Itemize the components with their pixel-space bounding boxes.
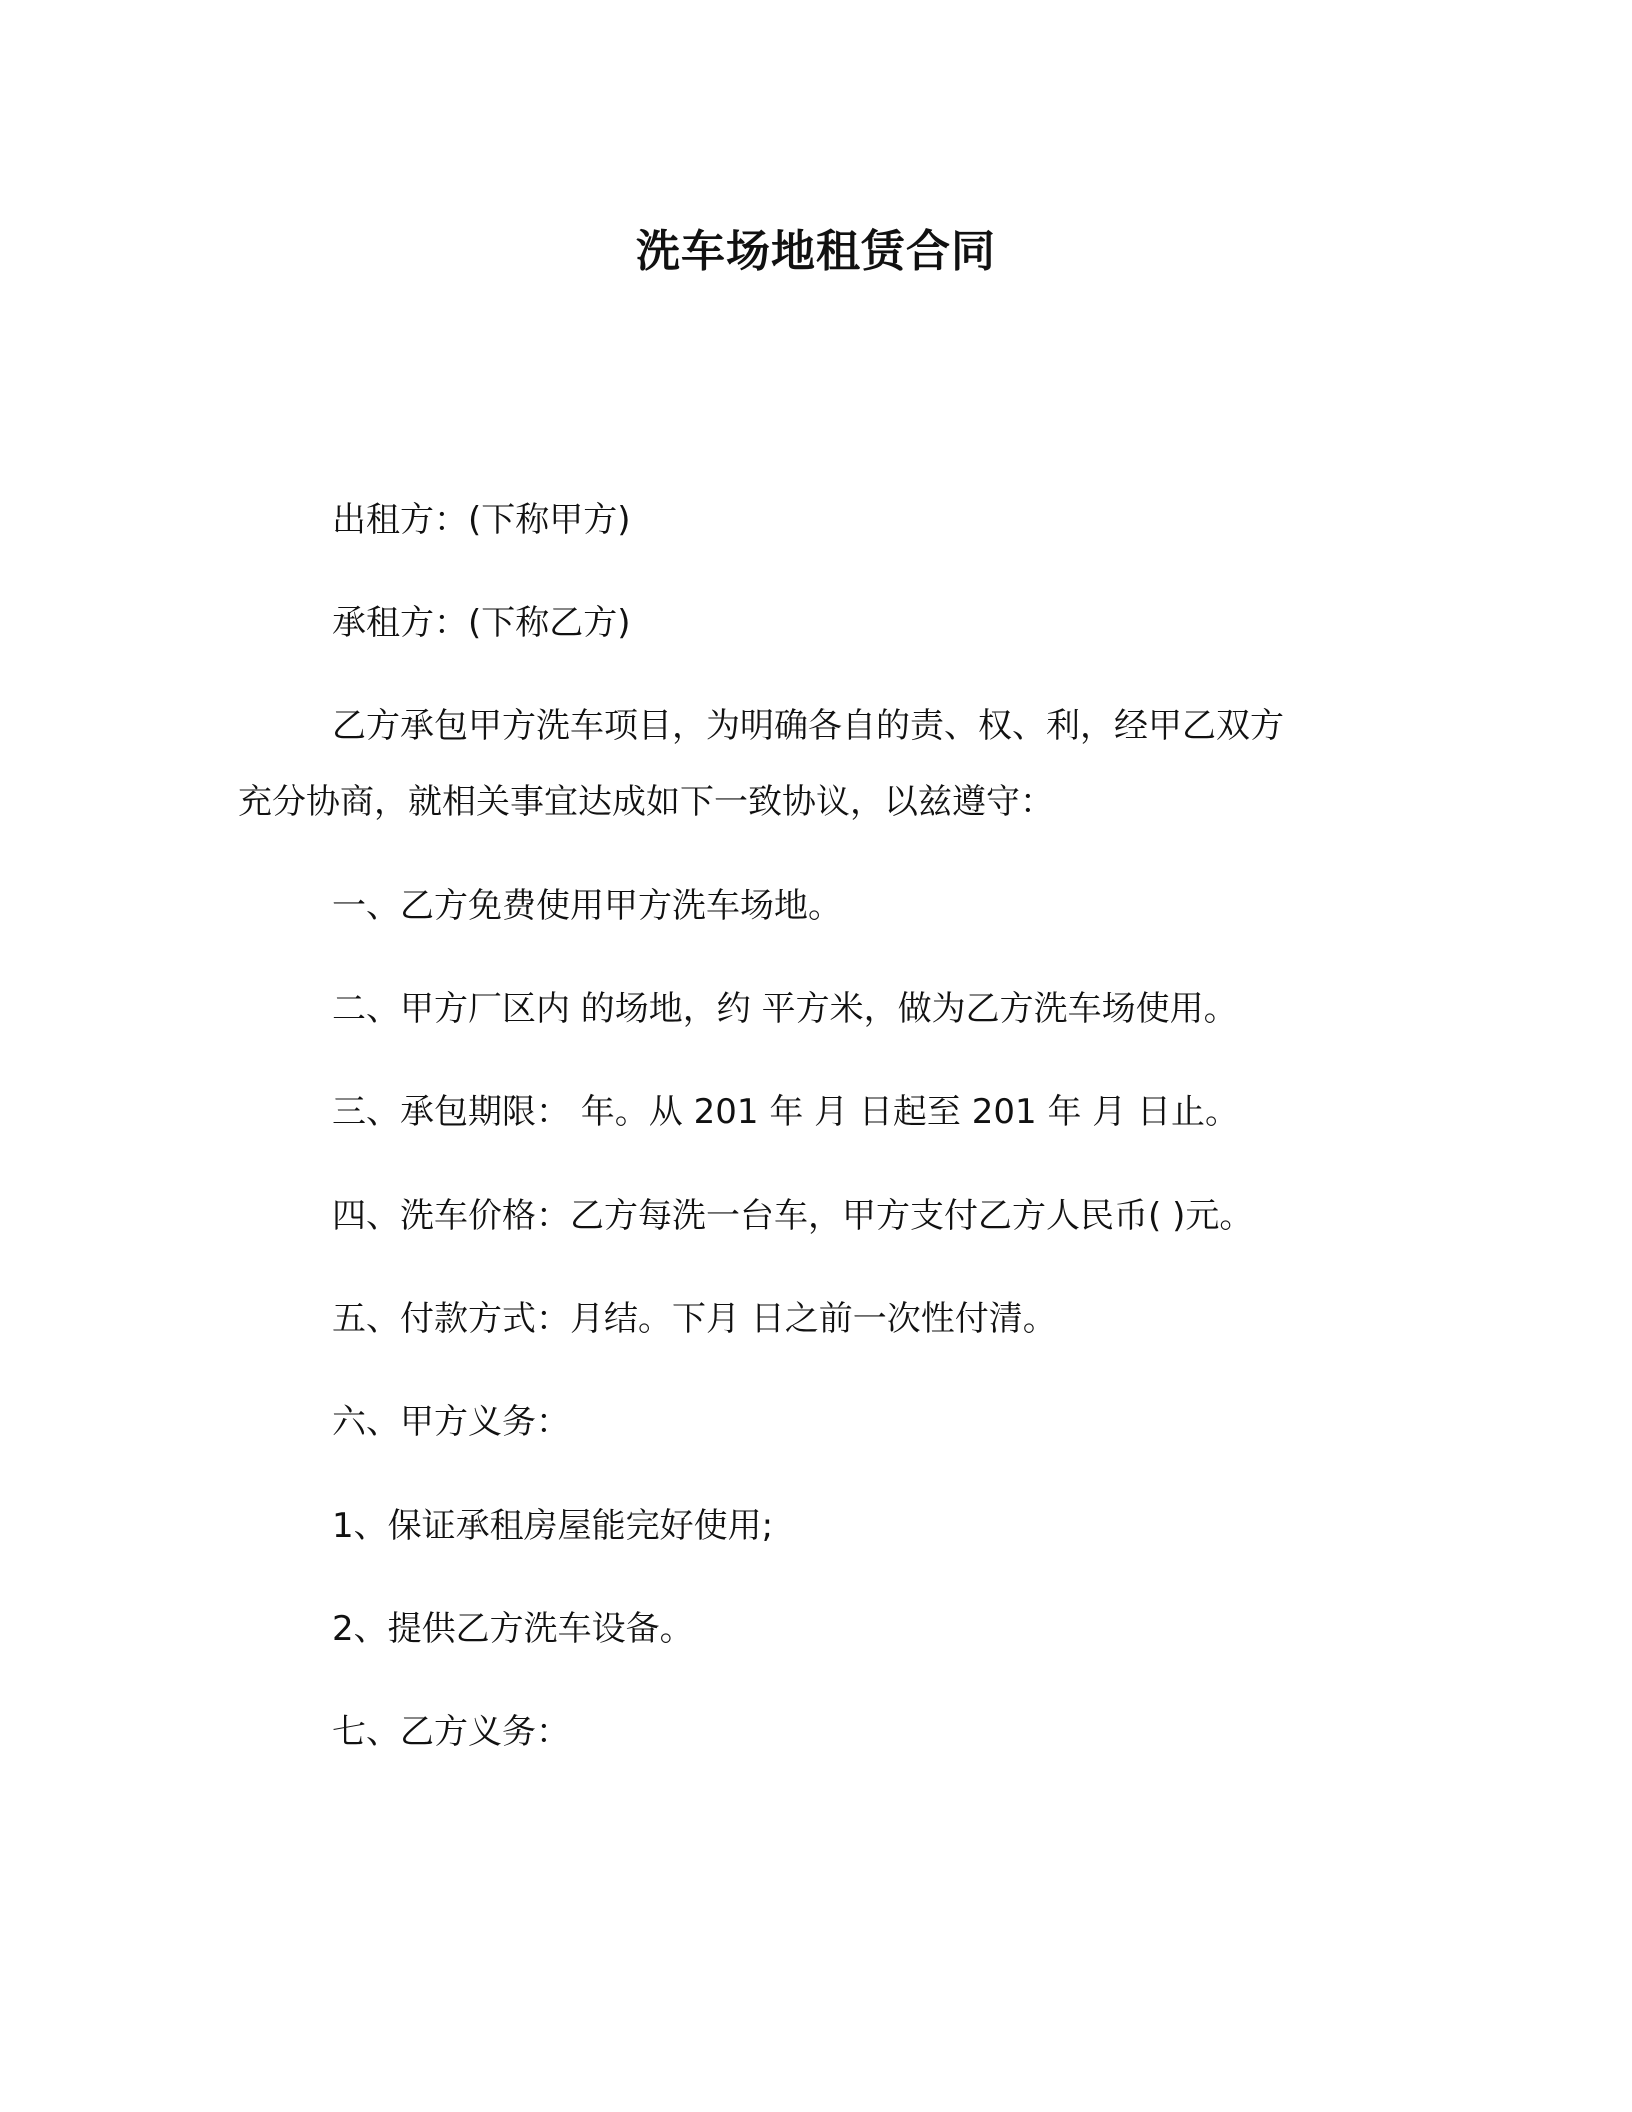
preamble-line-2: 充分协商，就相关事宜达成如下一致协议，以兹遵守： xyxy=(238,782,1054,822)
preamble-line-1: 乙方承包甲方洗车项目，为明确各自的责、权、利，经甲乙双方 xyxy=(332,706,1284,746)
clause-7: 七、乙方义务： xyxy=(332,1712,570,1752)
document-title: 洗车场地租赁合同 xyxy=(636,226,996,277)
clause-6-item-2: 2、提供乙方洗车设备。 xyxy=(332,1609,694,1649)
clause-2: 二、甲方厂区内 的场地，约 平方米，做为乙方洗车场使用。 xyxy=(332,989,1238,1029)
clause-5: 五、付款方式：月结。下月 日之前一次性付清。 xyxy=(332,1299,1057,1339)
clause-1: 一、乙方免费使用甲方洗车场地。 xyxy=(332,886,842,926)
clause-4: 四、洗车价格：乙方每洗一台车，甲方支付乙方人民币( )元。 xyxy=(332,1196,1254,1236)
lessee-line: 承租方：(下称乙方) xyxy=(332,603,631,643)
clause-6-item-1: 1、保证承租房屋能完好使用; xyxy=(332,1506,774,1546)
clause-3: 三、承包期限： 年。从 201 年 月 日起至 201 年 月 日止。 xyxy=(332,1092,1240,1132)
clause-6: 六、甲方义务： xyxy=(332,1402,570,1442)
lessor-line: 出租方：(下称甲方) xyxy=(332,500,631,540)
